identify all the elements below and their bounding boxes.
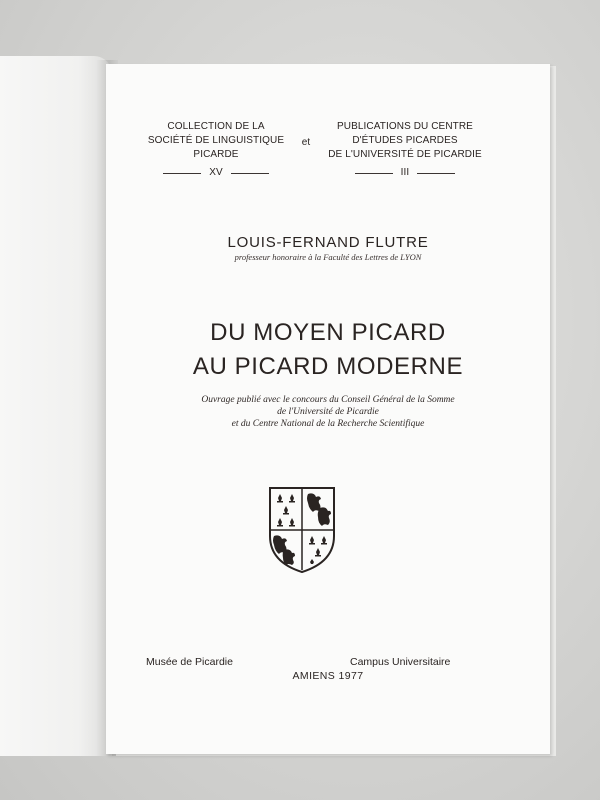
collection-left-line-1: COLLECTION DE LA — [167, 121, 265, 132]
collection-right-number-rule — [328, 166, 482, 180]
collection-header — [106, 120, 550, 190]
collection-right-line-3: DE L'UNIVERSITÉ DE PICARDIE — [328, 149, 482, 160]
collection-left — [146, 120, 286, 180]
collection-right-number: III — [400, 167, 410, 178]
publisher-right: Campus Universitaire — [350, 656, 451, 668]
book-title — [106, 316, 550, 384]
rule-line — [417, 173, 455, 174]
publication-note-line-3: et du Centre National de la Recherche Scientifique — [231, 419, 425, 429]
collection-right — [328, 120, 482, 180]
publication-note — [106, 394, 550, 430]
author-affiliation: professeur honoraire à la Faculté des Lettres de LYON — [234, 252, 422, 262]
rule-line — [231, 173, 269, 174]
collection-left-number-rule — [146, 166, 286, 180]
rule-line — [355, 173, 393, 174]
publisher-left: Musée de Picardie — [146, 656, 233, 668]
imprint-city-year: AMIENS 1977 — [292, 670, 364, 682]
rule-line — [163, 173, 201, 174]
collection-right-line-1: PUBLICATIONS DU CENTRE — [337, 121, 473, 132]
collection-left-number: XV — [209, 167, 223, 178]
coat-of-arms-icon — [268, 486, 336, 574]
book-title-line-2: AU PICARD MODERNE — [192, 353, 464, 380]
publication-note-line-2: de l'Université de Picardie — [277, 407, 379, 417]
collection-conjunction: et — [301, 137, 311, 148]
collection-left-line-2: SOCIÉTÉ DE LINGUISTIQUE — [147, 135, 285, 146]
author-name: LOUIS-FERNAND FLUTRE — [227, 234, 429, 251]
collection-right-line-2: D'ÉTUDES PICARDES — [352, 135, 458, 146]
book-title-line-1: DU MOYEN PICARD — [210, 319, 446, 346]
collection-left-line-3: PICARDE — [193, 149, 239, 160]
publication-note-line-1: Ouvrage publié avec le concours du Conseil Général de la Somme — [201, 395, 455, 405]
title-page — [106, 64, 550, 754]
